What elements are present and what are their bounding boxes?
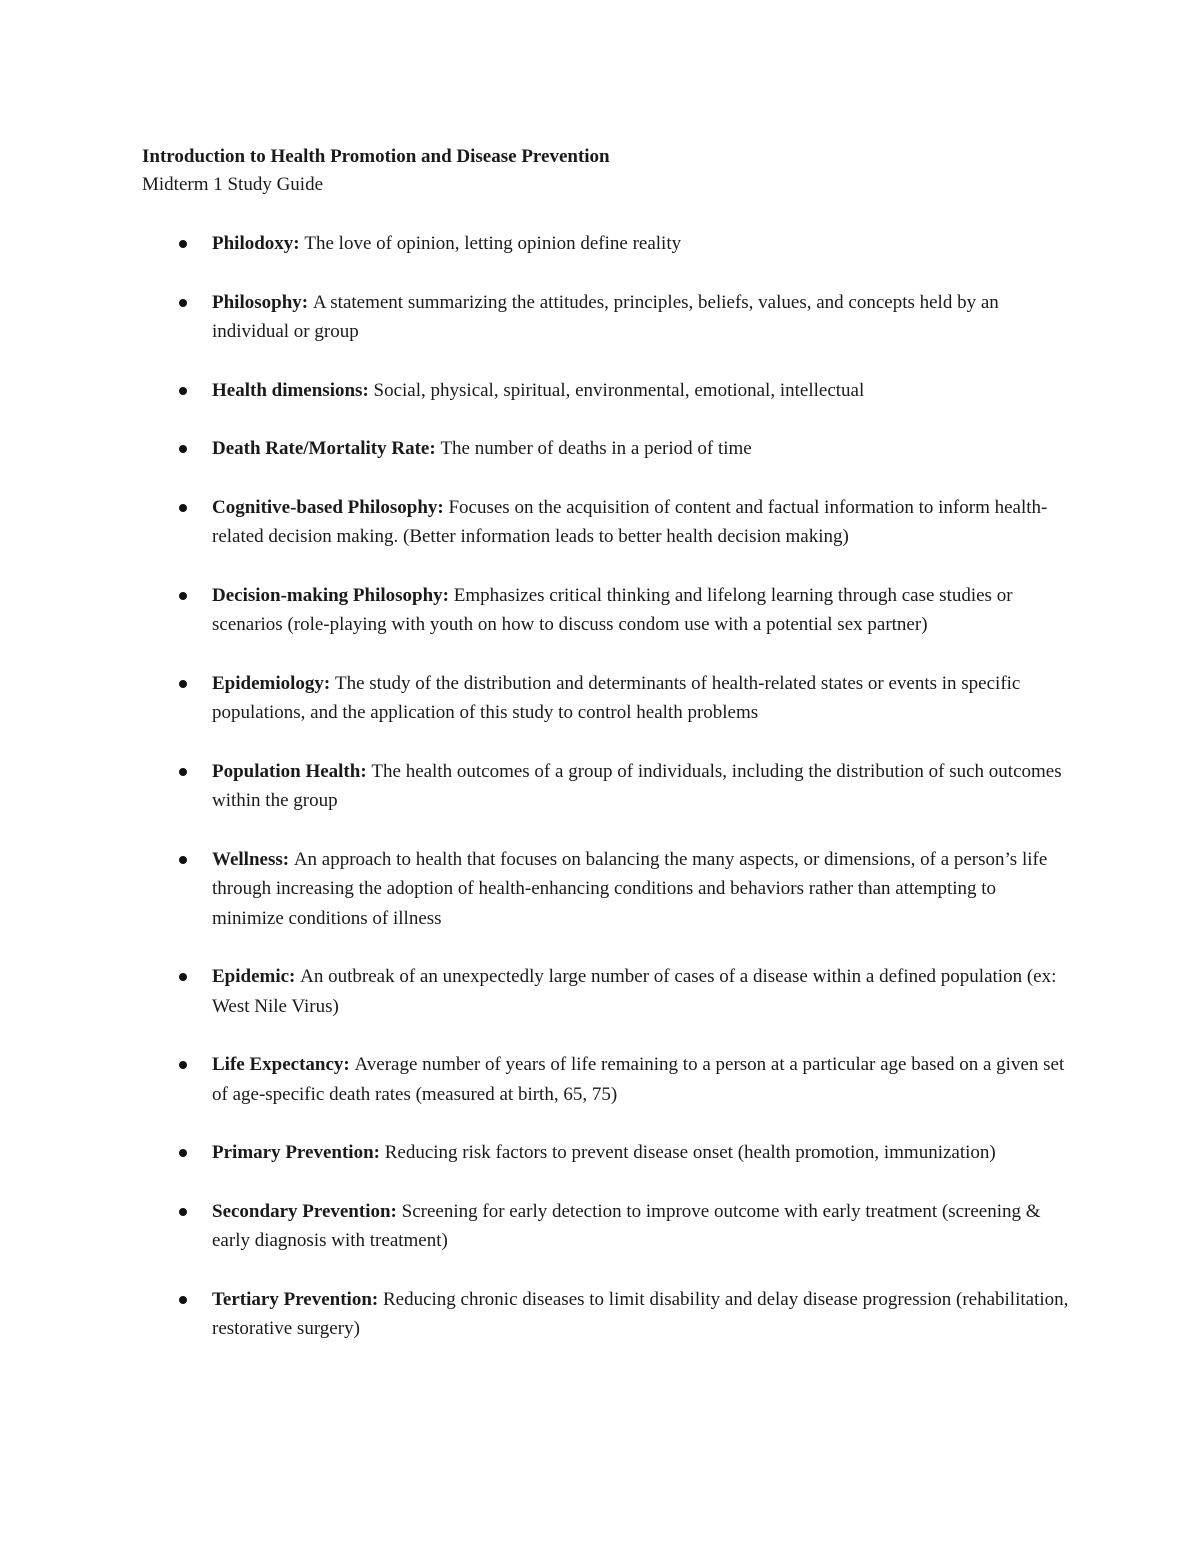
list-item [142, 1197, 1072, 1256]
list-item [142, 229, 1072, 259]
term-definition: A statement summarizing the attitudes, principles, beliefs, values, and concepts held by an individual or group [212, 291, 999, 342]
bullet-icon [179, 973, 187, 981]
term-definition: The study of the distribution and determinants of health-related states or events in specific populations, and the application of this study to control health problems [212, 672, 1021, 723]
term-label: Epidemiology: [212, 672, 335, 694]
term-label: Death Rate/Mortality Rate: [212, 438, 441, 459]
bullet-icon [179, 445, 187, 453]
term-label: Secondary Prevention: [212, 1200, 402, 1222]
term-label: Cognitive-based Philosophy: [212, 496, 449, 518]
bullet-icon [179, 1149, 187, 1157]
term-definition: Focuses on the acquisition of content and factual information to inform health-related decision making. (Better information leads to better health decision making) [212, 496, 1048, 547]
term-definition: The number of deaths in a period of time [440, 438, 752, 459]
term-definition: The health outcomes of a group of individuals, including the distribution of such outcomes within the group [212, 760, 1062, 811]
term-label: Wellness: [212, 848, 294, 870]
list-item [142, 1285, 1072, 1344]
term-label: Philodoxy: [212, 233, 305, 254]
term-label: Primary Prevention: [212, 1142, 385, 1163]
bullet-icon [179, 299, 187, 307]
term-label: Epidemic: [212, 966, 301, 987]
document-subtitle: Midterm 1 Study Guide [142, 174, 324, 195]
list-item [142, 581, 1072, 640]
list-item [142, 1050, 1072, 1109]
bullet-icon [179, 680, 187, 688]
bullet-icon [179, 504, 187, 512]
bullet-icon [179, 856, 187, 864]
term-definition: The love of opinion, letting opinion define reality [304, 233, 682, 254]
list-item [142, 376, 1072, 406]
list-item [142, 1138, 1072, 1168]
term-definition: An outbreak of an unexpectedly large number of cases of a disease within a defined population (ex: West Nile Virus) [212, 966, 1057, 1017]
term-definition: Average number of years of life remaining to a person at a particular age based on a given set of age-specific death rates (measured at birth, 65, 75) [212, 1054, 1065, 1105]
document-title: Introduction to Health Promotion and Disease Prevention [142, 146, 610, 167]
term-label: Population Health: [212, 760, 372, 782]
bullet-icon [179, 1296, 187, 1304]
term-label: Tertiary Prevention: [212, 1288, 383, 1310]
term-label: Decision-making Philosophy: [212, 584, 454, 606]
bullet-icon [179, 768, 187, 776]
term-definition: Reducing risk factors to prevent disease onset (health promotion, immunization) [384, 1142, 996, 1163]
bullet-icon [179, 1061, 187, 1069]
document-content [142, 143, 1072, 1373]
list-item [142, 845, 1072, 934]
term-definition: Social, physical, spiritual, environmental, emotional, intellectual [373, 379, 865, 401]
term-label: Philosophy: [212, 291, 313, 313]
term-definition: An approach to health that focuses on balancing the many aspects, or dimensions, of a person’s life through increasing the adoption of health-enhancing conditions and behaviors rather than attempting to minimize conditions of illness [212, 848, 1048, 929]
term-label: Health dimensions: [212, 379, 374, 401]
term-definition: Emphasizes critical thinking and lifelong learning through case studies or scenarios (role-playing with youth on how to discuss condom use with a potential sex partner) [212, 584, 1013, 635]
term-definition: Screening for early detection to improve outcome with early treatment (screening & early diagnosis with treatment) [212, 1200, 1041, 1251]
list-item [142, 288, 1072, 347]
bullet-icon [179, 387, 187, 395]
definition-list [142, 229, 1072, 1344]
term-label: Life Expectancy: [212, 1054, 355, 1075]
bullet-icon [179, 240, 187, 248]
bullet-icon [179, 592, 187, 600]
list-item [142, 962, 1072, 1021]
list-item [142, 757, 1072, 816]
list-item [142, 493, 1072, 552]
list-item [142, 669, 1072, 728]
term-definition: Reducing chronic diseases to limit disability and delay disease progression (rehabilitation, restorative surgery) [212, 1288, 1069, 1339]
list-item [142, 434, 1072, 464]
bullet-icon [179, 1208, 187, 1216]
